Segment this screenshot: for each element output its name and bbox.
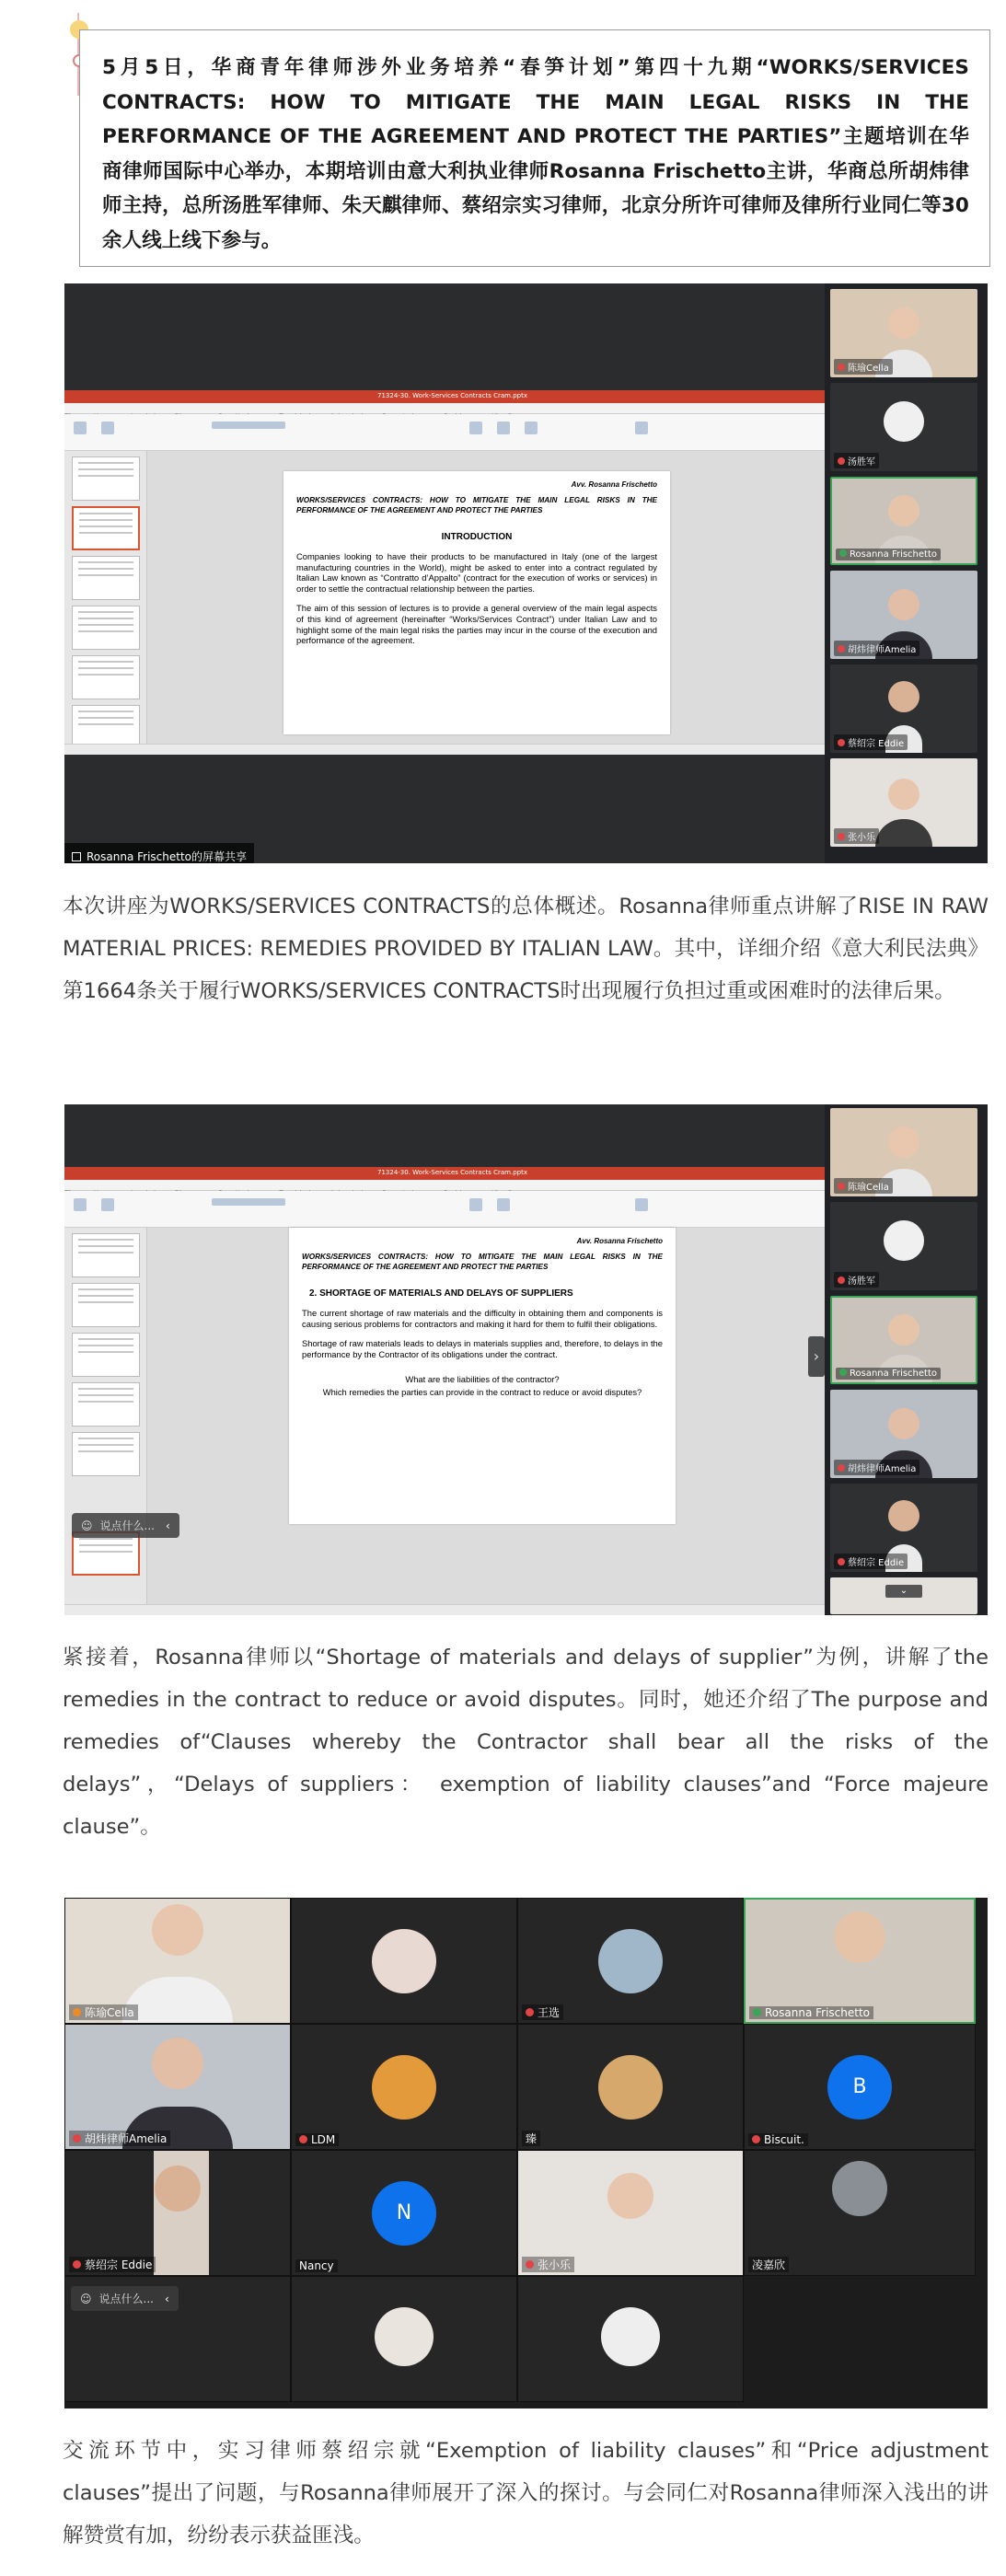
participant-video[interactable] — [830, 1577, 977, 1614]
ppt-status-bar — [64, 1604, 825, 1615]
person-face — [834, 1912, 885, 1963]
chat-input[interactable] — [71, 2286, 179, 2311]
ppt-menu-bar — [64, 403, 825, 414]
participant-video[interactable] — [830, 1108, 977, 1196]
person-face — [152, 1904, 203, 1956]
intro-box — [79, 29, 990, 267]
ppt-status-bar — [64, 744, 825, 755]
screen-share-pane — [64, 1104, 825, 1615]
participant-video[interactable] — [830, 758, 977, 847]
intro-section — [63, 13, 990, 269]
meeting-screenshot-3 — [64, 1898, 988, 2409]
participant-avatar — [601, 2307, 660, 2366]
emoji-icon[interactable]: ☺ — [80, 2293, 92, 2305]
slide-thumbnail[interactable] — [72, 1432, 140, 1476]
person-face — [888, 1314, 919, 1346]
gallery-tile[interactable] — [64, 2150, 291, 2276]
quick-styles-icon[interactable] — [525, 422, 538, 434]
slide-canvas — [283, 471, 670, 734]
participant-avatar — [372, 1929, 436, 1993]
chat-input[interactable] — [72, 1513, 179, 1538]
gallery-tile — [64, 2276, 291, 2402]
participant-avatar — [832, 2161, 887, 2216]
participant-name: Biscuit. — [748, 2133, 808, 2146]
participant-name: 凌嘉欣 — [748, 2257, 789, 2272]
participant-name: 陈瑜Cella — [69, 2004, 138, 2020]
slide-title: WORKS/SERVICES CONTRACTS: HOW TO MITIGATE THE MAIN LEGAL RISKS IN THE PERFORMANCE OF THE AGREEMENT AND PROTECT THE PARTIES — [302, 1253, 663, 1271]
slide-thumbnail-selected[interactable] — [72, 1531, 140, 1576]
participant-video[interactable] — [830, 289, 977, 377]
ppt-title: 71324-30. Work-Services Contracts Cram.pptx — [377, 1169, 528, 1176]
person-face — [607, 2173, 653, 2219]
gallery-tile[interactable] — [517, 2024, 744, 2150]
participant-name: Rosanna Frischetto — [749, 2006, 873, 2019]
slide-thumbnail[interactable] — [72, 1382, 140, 1427]
screen-share-pane — [64, 283, 825, 863]
participant-name: 胡炜律师Amelia — [834, 641, 919, 656]
slide-thumbnail[interactable] — [72, 655, 140, 699]
slide-thumbnail[interactable] — [72, 456, 140, 501]
ppt-title-bar — [64, 390, 825, 403]
participant-name: 臻 — [522, 2131, 540, 2146]
participant-video-speaking[interactable] — [830, 1296, 977, 1384]
participant-name: Nancy — [295, 2259, 338, 2272]
person-face — [152, 2038, 203, 2089]
ppt-menu-bar — [64, 1180, 825, 1191]
slide-author: Avv. Rosanna Frischetto — [571, 480, 657, 489]
participant-name: 胡炜律师Amelia — [69, 2131, 170, 2146]
ppt-ribbon — [64, 414, 825, 451]
ppt-ribbon — [64, 1191, 825, 1228]
participant-video[interactable] — [830, 383, 977, 471]
slide-thumbnail[interactable] — [72, 1283, 140, 1327]
participant-name: 张小乐 — [834, 828, 879, 844]
participant-name: 陈瑜Cella — [834, 1178, 893, 1194]
person-face — [888, 681, 919, 712]
powerpoint-window — [64, 390, 825, 755]
slide-author: Avv. Rosanna Frischetto — [576, 1237, 663, 1245]
person-body — [122, 1977, 233, 2023]
slide-thumbnails — [64, 451, 147, 744]
chevron-down-icon[interactable]: ⌄ — [885, 1585, 922, 1598]
participant-avatar — [375, 2307, 434, 2366]
gallery-tile-empty — [744, 2276, 976, 2402]
intro-text: 5月5日，华商青年律师涉外业务培养“春笋计划”第四十九期“WORKS/SERVICES CONTRACTS: HOW TO MITIGATE THE MAIN LEGAL RISKS IN THE PERFORMANCE OF THE AGREEMENT AND PROTECT THE PARTIES”主题培训在华商律师国际中心举办，本期培训由意大利执业律师Rosanna Frischetto主讲，华商总所胡炜律师主持，总所汤胜军律师、朱天麒律师、蔡绍宗实习律师，北京分所许可律师及律所行业同仁等30余人线上线下参与。 — [102, 56, 969, 252]
gallery-tile[interactable] — [291, 2150, 517, 2276]
font-selector[interactable] — [212, 1198, 285, 1206]
gallery-tile[interactable] — [291, 1898, 517, 2024]
participant-name: 汤胜军 — [834, 453, 879, 468]
participant-video[interactable] — [830, 664, 977, 753]
person-body — [875, 819, 932, 847]
gallery-tile[interactable] — [744, 2024, 976, 2150]
arrange-icon[interactable] — [497, 422, 510, 434]
slide-heading: 2. SHORTAGE OF MATERIALS AND DELAYS OF SUPPLIERS — [309, 1288, 573, 1299]
person-face — [155, 2166, 201, 2212]
slide-paragraph: The aim of this session of lectures is to provide a general overview of the main legal aspects of this kind of agreement (hereinafter “Works/Services Contract”) under Italian Law and to highlight some of the main legal risks the parties may incur in the course of the execution and performance of the agreement. — [296, 603, 657, 646]
chat-placeholder: 说点什么... — [99, 1519, 155, 1532]
participant-name: LDM — [295, 2133, 339, 2146]
screen-share-icon — [72, 852, 81, 861]
paragraph-overview: 本次讲座为WORKS/SERVICES CONTRACTS的总体概述。Rosanna律师重点讲解了RISE IN RAW MATERIAL PRICES: REMEDIES PROVIDED BY ITALIAN LAW。其中，详细介绍《意大利民法典》第1664条关于履行WORKS/SERVICES CONTRACTS时出现履行负担过重或困难时的法律后果。 — [63, 895, 989, 1003]
participant-avatar — [598, 2055, 663, 2120]
slide-thumbnail[interactable] — [72, 606, 140, 650]
gallery-tile[interactable] — [517, 1898, 744, 2024]
gallery-tile-speaking[interactable] — [744, 1898, 976, 2024]
person-face — [888, 495, 919, 526]
slide-thumbnail[interactable] — [72, 705, 140, 749]
person-face — [888, 779, 919, 810]
participant-name: 张小乐 — [522, 2257, 574, 2272]
chevron-left-icon[interactable]: ‹ — [165, 1519, 170, 1532]
gallery-tile[interactable] — [64, 2024, 291, 2150]
participant-name: 胡炜律师Amelia — [834, 1460, 919, 1475]
slide-paragraph: The current shortage of raw materials and the difficulty in obtaining them and components is causing serious problems for contractors and making it hard for them to fulfil their obligations. — [302, 1308, 663, 1329]
participant-letter-avatar: N — [372, 2181, 436, 2246]
participant-column — [825, 1104, 988, 1615]
gallery-tile[interactable] — [291, 2024, 517, 2150]
participant-name: Rosanna Frischetto — [836, 549, 941, 560]
person-face — [888, 307, 919, 339]
person-face — [888, 1408, 919, 1439]
share-label-text: Rosanna Frischetto的屏幕共享 — [87, 850, 248, 863]
participant-name: 汤胜军 — [834, 1272, 879, 1288]
participant-avatar — [884, 1220, 924, 1261]
slide-thumbnail[interactable] — [72, 1333, 140, 1377]
gallery-tile[interactable] — [744, 2150, 976, 2276]
slide-canvas — [289, 1228, 676, 1524]
paste-icon[interactable] — [74, 422, 87, 434]
designer-icon[interactable] — [635, 422, 648, 434]
gallery-tile[interactable] — [517, 2276, 744, 2402]
paragraph-remedies: 紧接着，Rosanna律师以“Shortage of materials and delays of supplier”为例，讲解了the remedies in the contract to reduce or avoid disputes。同时，她还介绍了The purpose and remedies of“Clauses whereby the Contractor shall bear all the risks of the delays”，“Delays of suppliers： exemption of liability clauses”and “Force majeure clause”。 — [63, 1646, 989, 1839]
paste-icon[interactable] — [74, 1198, 87, 1211]
meeting-screenshot-2 — [64, 1104, 988, 1615]
new-slide-icon[interactable] — [101, 1198, 114, 1211]
slide-question: What are the liabilities of the contractor? — [405, 1374, 560, 1385]
paragraph-discussion: 交流环节中，实习律师蔡绍宗就“Exemption of liability clauses”和“Price adjustment clauses”提出了问题，与Rosanna律师展开了深入的探讨。与会同仁对Rosanna律师深入浅出的讲解赞赏有加，纷纷表示获益匪浅。 — [63, 2439, 989, 2547]
slide-thumbnail[interactable] — [72, 1233, 140, 1277]
participant-letter-avatar: B — [827, 2055, 892, 2120]
ppt-title: 71324-30. Work-Services Contracts Cram.pptx — [377, 392, 528, 399]
participant-name: 王选 — [522, 2004, 563, 2020]
collapse-panel-button[interactable]: › — [808, 1336, 825, 1377]
slide-title: WORKS/SERVICES CONTRACTS: HOW TO MITIGATE THE MAIN LEGAL RISKS IN THE PERFORMANCE OF THE AGREEMENT AND PROTECT THE PARTIES — [296, 496, 657, 514]
chevron-left-icon[interactable]: ‹ — [164, 2293, 169, 2305]
person-face — [888, 589, 919, 620]
screen-share-label — [64, 843, 254, 863]
participant-name: 蔡绍宗 Eddie — [834, 734, 908, 750]
person-face — [888, 1500, 919, 1531]
powerpoint-window — [64, 1167, 825, 1615]
emoji-icon[interactable]: ☺ — [81, 1519, 93, 1532]
slide-heading: INTRODUCTION — [441, 532, 513, 542]
participant-video[interactable] — [830, 571, 977, 659]
participant-name: Rosanna Frischetto — [836, 1368, 941, 1380]
participant-column — [825, 283, 988, 863]
arrange-icon[interactable] — [497, 1198, 510, 1211]
participant-avatar — [884, 401, 924, 442]
participant-name: 蔡绍宗 Eddie — [69, 2257, 156, 2272]
font-selector[interactable] — [212, 422, 285, 429]
slide-paragraph: Companies looking to have their products to be manufactured in Italy (one of the largest manufacturing countries in the World), might be asked to enter into a contract regulated by Italian Law known as “Contratto d’Appalto” (contract for the execution of works or services) in order to settle the contractual relationship between the parties. — [296, 551, 657, 594]
slide-thumbnail[interactable] — [72, 556, 140, 600]
participant-avatar — [598, 1929, 663, 1993]
gallery-tile[interactable] — [517, 2150, 744, 2276]
meeting-screenshot-1 — [64, 283, 988, 863]
person-face — [888, 1126, 919, 1158]
slide-thumbnails — [64, 1228, 147, 1604]
slide-question: Which remedies the parties can provide in the contract to reduce or avoid disputes? — [322, 1386, 642, 1397]
gallery-tile[interactable] — [64, 1898, 291, 2024]
gallery-tile[interactable] — [291, 2276, 517, 2402]
chat-placeholder: 说点什么... — [98, 2293, 154, 2305]
participant-video[interactable] — [830, 1202, 977, 1290]
ppt-title-bar — [64, 1167, 825, 1180]
participant-name: 蔡绍宗 Eddie — [834, 1554, 908, 1569]
shapes-icon[interactable] — [469, 422, 482, 434]
participant-avatar — [372, 2055, 436, 2120]
slide-paragraph: Shortage of raw materials leads to delays in materials supplies and, therefore, to delays in the performance by the Contractor of its obligations under the contract. — [302, 1338, 663, 1359]
designer-icon[interactable] — [635, 1198, 648, 1211]
participant-video-speaking[interactable] — [830, 477, 977, 565]
participant-video[interactable] — [830, 1390, 977, 1478]
shapes-icon[interactable] — [469, 1198, 482, 1211]
participant-name: 陈瑜Cella — [834, 359, 893, 375]
new-slide-icon[interactable] — [101, 422, 114, 434]
slide-thumbnail-selected[interactable] — [72, 506, 140, 550]
participant-video[interactable] — [830, 1484, 977, 1572]
